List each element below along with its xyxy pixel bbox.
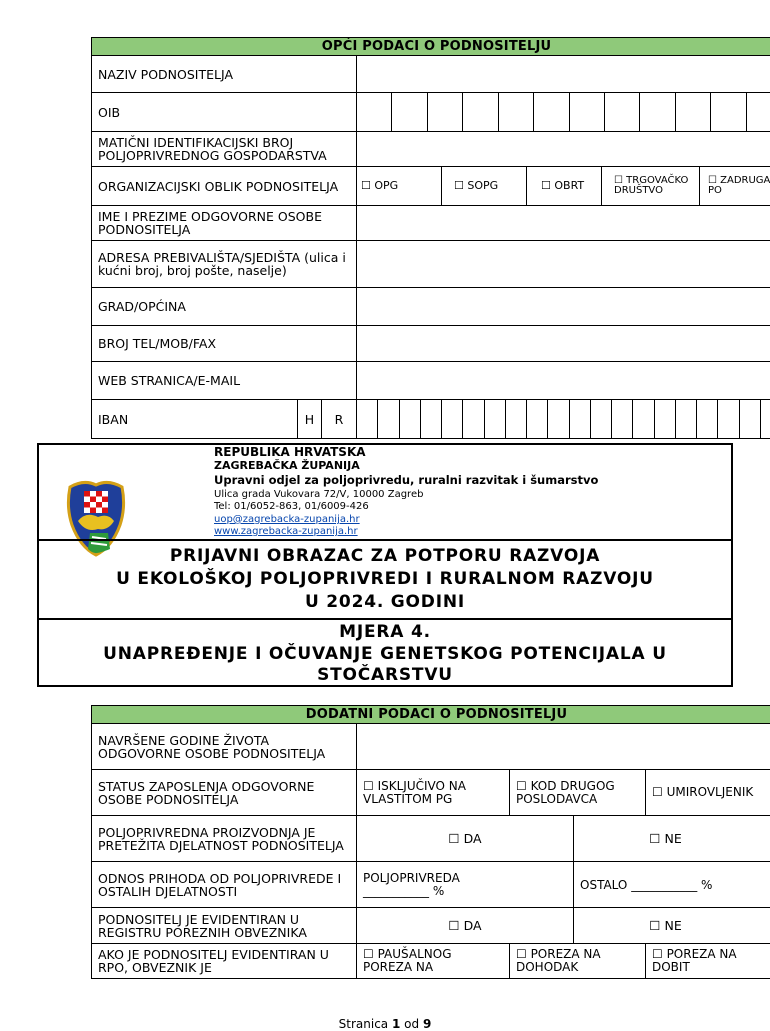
additional-data-table — [91, 705, 770, 979]
current-page: 1 — [392, 1017, 400, 1031]
option-lump-sum-tax[interactable]: ☐ PAUŠALNOG POREZA NA — [357, 944, 510, 979]
form-title-line-1: PRIJAVNI OBRAZAC ZA POTPORU RAZVOJA — [39, 546, 731, 566]
applicant-name-field[interactable] — [357, 56, 770, 93]
page-prefix: Stranica — [339, 1017, 389, 1031]
age-label: NAVRŠENE GODINE ŽIVOTA ODGOVORNE OSOBE PODNOSITELJA — [92, 724, 357, 770]
web-email-label: WEB STRANICA/E-MAIL — [92, 362, 357, 400]
org-form-options — [357, 167, 770, 206]
option-profit-tax[interactable]: ☐ POREZA NA DOBIT — [646, 944, 770, 979]
divider — [39, 618, 731, 620]
oib-label: OIB — [92, 93, 357, 132]
section-title: OPĆI PODACI O PODNOSITELJU — [92, 38, 770, 56]
main-activity-label: POLJOPRIVREDNA PROIZVODNJA JE PRETEŽITA DJELATNOST PODNOSITELJA — [92, 816, 357, 862]
iban-label-cell — [92, 400, 357, 439]
general-data-table — [91, 37, 770, 439]
age-field[interactable] — [357, 724, 770, 770]
option-other-employer[interactable]: ☐ KOD DRUGOG POSLODAVCA — [510, 770, 646, 816]
responsible-person-field[interactable] — [357, 206, 770, 241]
option-retired[interactable]: ☐ UMIROVLJENIK — [646, 770, 770, 816]
agriculture-percent: ___________ % — [363, 885, 567, 898]
city-field[interactable] — [357, 288, 770, 326]
form-header — [37, 443, 733, 687]
oib-field[interactable] — [357, 93, 770, 132]
measure-title-line-1: UNAPREĐENJE I OČUVANJE GENETSKOG POTENCIJALA U — [39, 644, 731, 664]
responsible-person-label: IME I PREZIME ODGOVORNE OSOBE PODNOSITELJA — [92, 206, 357, 241]
city-label: GRAD/OPĆINA — [92, 288, 357, 326]
office-name: Upravni odjel za poljoprivredu, ruralni razvitak i šumarstvo — [214, 474, 598, 486]
option-own-pg[interactable]: ☐ ISKLJUČIVO NA VLASTITOM PG — [357, 770, 510, 816]
applicant-name-label: NAZIV PODNOSITELJA — [92, 56, 357, 93]
page-number — [0, 1018, 770, 1031]
tax-obligation-label: AKO JE PODNOSITELJ EVIDENTIRAN U RPO, OBVEZNIK JE — [92, 944, 357, 979]
option-income-tax[interactable]: ☐ POREZA NA DOHODAK — [510, 944, 646, 979]
income-ratio-label: ODNOS PRIHODA OD POLJOPRIVREDE I OSTALIH DJELATNOSTI — [92, 862, 357, 908]
address-label: ADRESA PREBIVALIŠTA/SJEDIŠTA (ulica i kućni broj, broj pošte, naselje) — [92, 241, 357, 288]
option-sopg[interactable]: ☐ SOPG — [442, 167, 527, 205]
mibpg-field[interactable] — [357, 132, 770, 167]
tax-register-label: PODNOSITELJ JE EVIDENTIRAN U REGISTRU POREZNIH OBVEZNIKA — [92, 908, 357, 944]
office-phone: Tel: 01/6052-863, 01/6009-426 — [214, 501, 369, 512]
divider — [39, 539, 731, 541]
option-zadruga[interactable]: ☐ ZADRUGA PO — [700, 167, 770, 205]
section-title: DODATNI PODACI O PODNOSITELJU — [92, 706, 770, 724]
employment-status-label: STATUS ZAPOSLENJA ODGOVORNE OSOBE PODNOSITELJA — [92, 770, 357, 816]
other-percent-field[interactable]: OSTALO ___________ % — [574, 862, 770, 908]
office-email-link[interactable]: uop@zagrebacka-zupanija.hr — [214, 514, 360, 525]
office-website-link[interactable]: www.zagrebacka-zupanija.hr — [214, 526, 358, 537]
main-activity-yes[interactable]: ☐ DA — [357, 816, 574, 862]
iban-field[interactable] — [357, 400, 770, 439]
phone-label: BROJ TEL/MOB/FAX — [92, 326, 357, 362]
org-form-label: ORGANIZACIJSKI OBLIK PODNOSITELJA — [92, 167, 357, 206]
total-pages: 9 — [423, 1017, 431, 1031]
option-obrt[interactable]: ☐ OBRT — [527, 167, 602, 205]
county-name: ZAGREBAČKA ŽUPANIJA — [214, 460, 360, 472]
iban-label: IBAN — [92, 400, 298, 438]
form-title-line-2: U EKOLOŠKOJ POLJOPRIVREDI I RURALNOM RAZVOJU — [39, 569, 731, 589]
option-trgovacko-drustvo[interactable]: ☐ TRGOVAČKO DRUŠTVO — [602, 167, 700, 205]
iban-prefix-r: R — [322, 400, 356, 438]
address-field[interactable] — [357, 241, 770, 288]
option-opg[interactable]: ☐ OPG — [357, 167, 442, 205]
tax-register-no[interactable]: ☐ NE — [574, 908, 770, 944]
agriculture-label: POLJOPRIVREDA — [363, 872, 567, 885]
agriculture-percent-field[interactable] — [357, 862, 574, 908]
county-coat-of-arms-icon — [64, 477, 128, 557]
phone-field[interactable] — [357, 326, 770, 362]
iban-prefix-h: H — [298, 400, 322, 438]
office-address: Ulica grada Vukovara 72/V, 10000 Zagreb — [214, 489, 423, 500]
main-activity-no[interactable]: ☐ NE — [574, 816, 770, 862]
web-email-field[interactable] — [357, 362, 770, 400]
measure-number: MJERA 4. — [39, 622, 731, 642]
republic-name: REPUBLIKA HRVATSKA — [214, 446, 366, 458]
page-of: od — [404, 1017, 419, 1031]
tax-register-yes[interactable]: ☐ DA — [357, 908, 574, 944]
form-title-line-3: U 2024. GODINI — [39, 592, 731, 612]
measure-title-line-2: STOČARSTVU — [39, 665, 731, 685]
mibpg-label: MATIČNI IDENTIFIKACIJSKI BROJ POLJOPRIVREDNOG GOSPODARSTVA — [92, 132, 357, 167]
